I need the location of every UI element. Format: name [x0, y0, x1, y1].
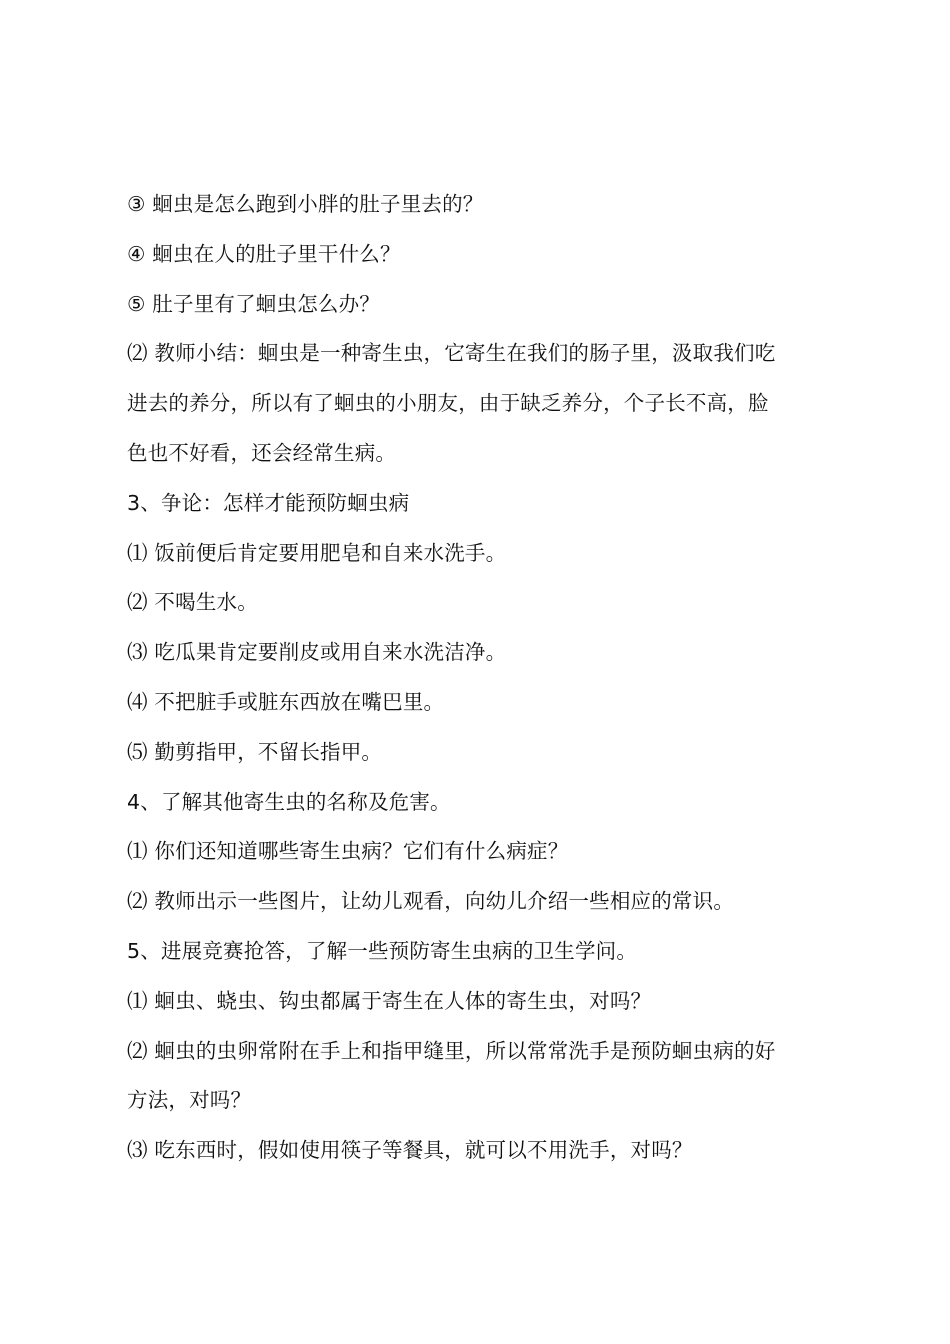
section-4-heading: 4、了解其他寄生虫的名称及危害。: [127, 789, 451, 814]
prevention-item-3: ⑶ 吃瓜果肯定要削皮或用自来水洗洁净。: [127, 640, 507, 665]
document-body: [127, 180, 837, 1176]
section-3-heading: 3、争论：怎样才能预防蛔虫病: [127, 490, 410, 515]
question-4-line: ④ 蛔虫在人的肚子里干什么？: [127, 241, 401, 266]
parasite-item-1: ⑴ 你们还知道哪些寄生虫病？它们有什么病症？: [127, 839, 569, 864]
prevention-item-1: ⑴ 饭前便后肯定要用肥皂和自来水洗手。: [127, 540, 507, 565]
prevention-item-4: ⑷ 不把脏手或脏东西放在嘴巴里。: [127, 689, 445, 714]
question-5-line: ⑤ 肚子里有了蛔虫怎么办？: [127, 291, 380, 316]
quiz-item-2-line-1: ⑵ 蛔虫的虫卵常附在手上和指甲缝里，所以常常洗手是预防蛔虫病的好: [127, 1038, 776, 1063]
quiz-item-3: ⑶ 吃东西时，假如使用筷子等餐具，就可以不用洗手，对吗？: [127, 1138, 693, 1163]
teacher-summary-line-2: 进去的养分，所以有了蛔虫的小朋友，由于缺乏养分，个子长不高，脸: [127, 391, 769, 416]
section-5-heading: 5、进展竞赛抢答，了解一些预防寄生虫病的卫生学问。: [127, 938, 638, 963]
question-3-line: ③ 蛔虫是怎么跑到小胖的肚子里去的？: [127, 192, 484, 216]
teacher-summary-line-1: ⑵ 教师小结：蛔虫是一种寄生虫，它寄生在我们的肠子里，汲取我们吃: [127, 341, 776, 366]
quiz-item-1: ⑴ 蛔虫、蛲虫、钩虫都属于寄生在人体的寄生虫，对吗？: [127, 988, 652, 1013]
parasite-item-2: ⑵ 教师出示一些图片，让幼儿观看，向幼儿介绍一些相应的常识。: [127, 889, 735, 914]
quiz-item-2-line-2: 方法，对吗？: [127, 1088, 252, 1113]
prevention-item-2: ⑵ 不喝生水。: [127, 590, 258, 615]
teacher-summary-line-3: 色也不好看，还会经常生病。: [127, 440, 397, 465]
prevention-item-5: ⑸ 勤剪指甲，不留长指甲。: [127, 739, 383, 764]
